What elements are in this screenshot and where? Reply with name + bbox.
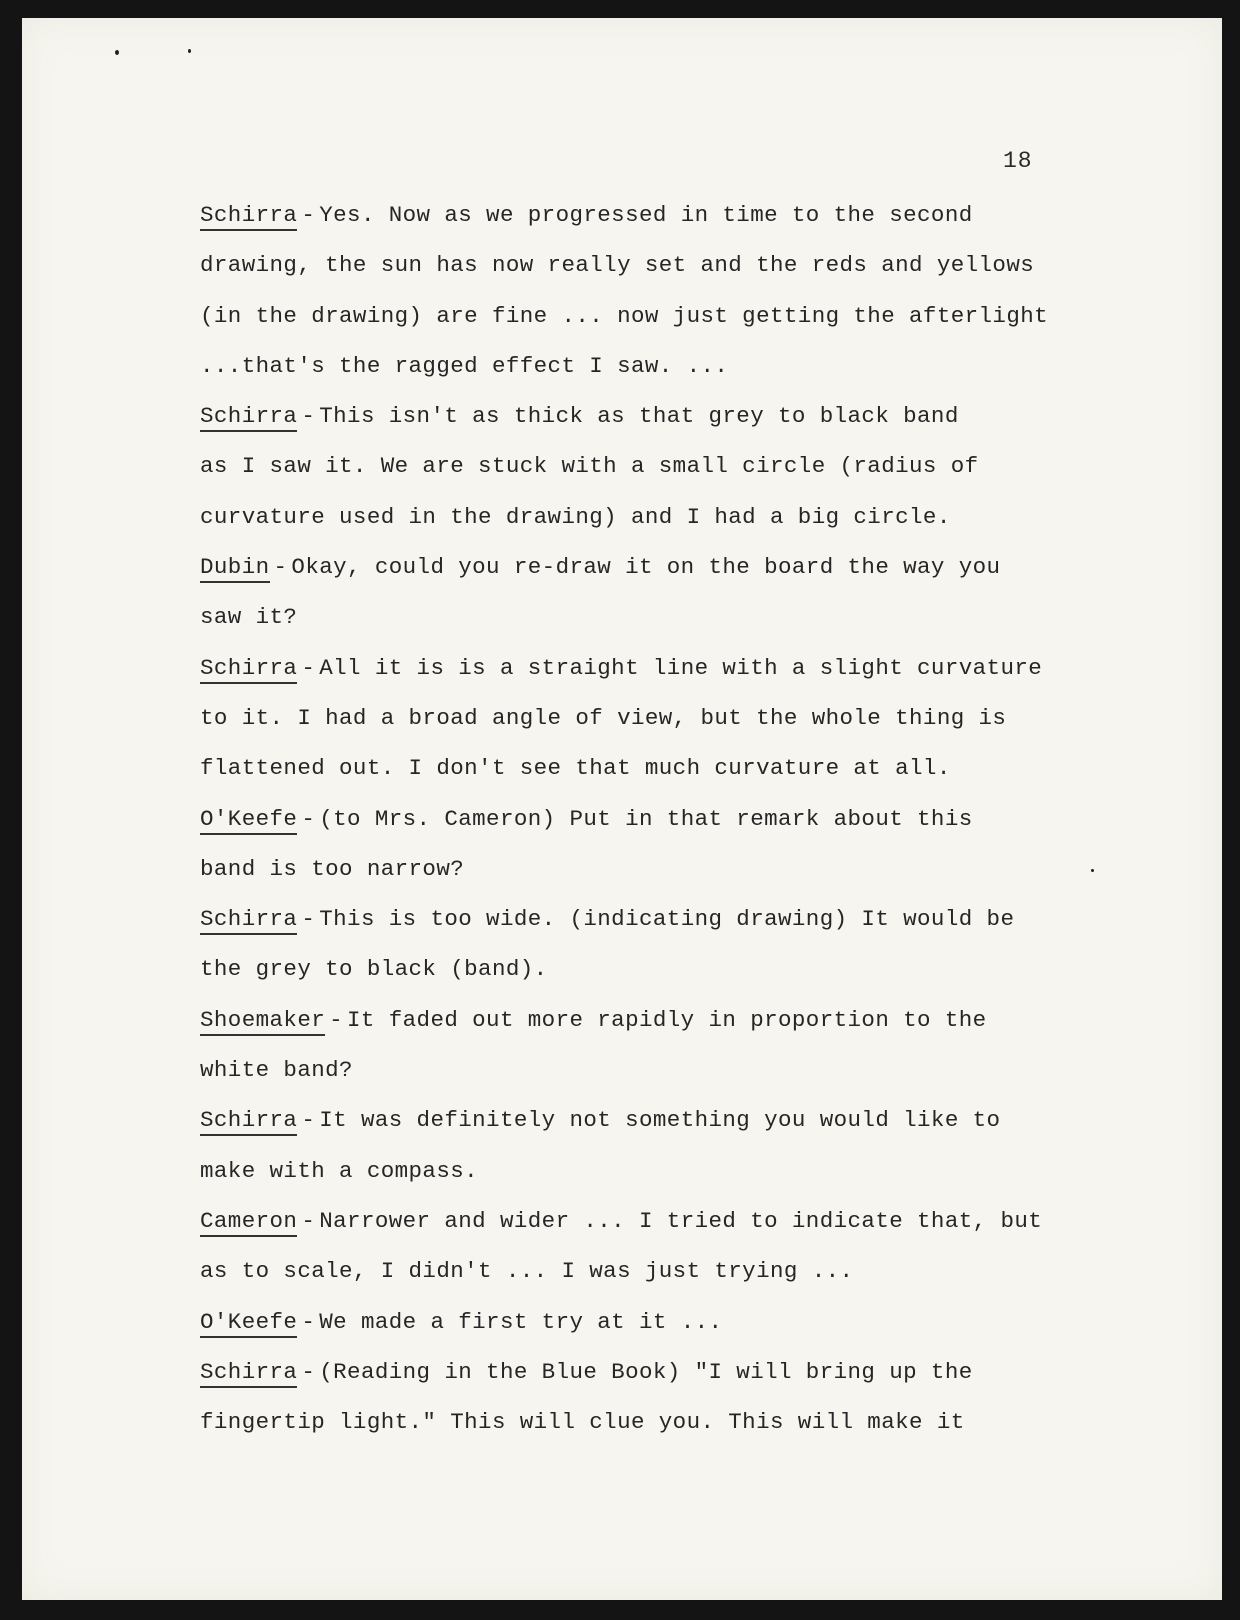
transcript-entry [200,1095,1150,1196]
transcript-entry [200,794,1150,895]
entry-text: All it is is a straight line with a slight curvature to it. I had a broad angle of view, but the whole thing is flattened out. I don't see that much curvature at all. [200,654,1043,782]
speaker-name: Shoemaker [200,1007,325,1036]
transcript-body [200,190,1150,1447]
speaker-name: Schirra [200,1359,297,1388]
speaker-name: O'Keefe [200,1309,297,1338]
speaker-name: Schirra [200,202,297,231]
document-page [22,18,1222,1600]
speaker-name: Schirra [200,1107,297,1136]
speaker-name: Schirra [200,655,297,684]
entry-text: This isn't as thick as that grey to black band as I saw it. We are stuck with a small circle (radius of curvature used in the drawing) and I had a big circle. [200,403,979,530]
entry-text: (to Mrs. Cameron) Put in that remark about this band is too narrow? [200,805,973,882]
entry-text: It was definitely not something you would like to make with a compass. [200,1107,1001,1184]
entry-text: (Reading in the Blue Book) "I will bring up the fingertip light." This will clue you. This will make it [200,1358,973,1436]
speaker-separator: - [301,1107,316,1134]
entry-text: Okay, could you re-draw it on the board the way you saw it? [200,554,1001,631]
speaker-separator: - [301,403,316,430]
entry-text: It faded out more rapidly in proportion to the white band? [200,1006,987,1084]
entry-text: We made a first try at it ... [319,1308,723,1335]
entry-text: Narrower and wider ... I tried to indicate that, but as to scale, I didn't ... I was just trying ... [200,1207,1043,1285]
speaker-separator: - [301,202,316,228]
transcript-entry [200,643,1150,794]
speaker-separator: - [301,1308,316,1335]
transcript-entry [200,391,1150,542]
speaker-name: Schirra [200,403,297,432]
speaker-name: Dubin [200,554,270,583]
transcript-entry [200,190,1150,391]
speaker-name: Schirra [200,906,297,935]
speaker-separator: - [301,906,316,933]
speck-mark [115,50,119,55]
transcript-entry [200,1297,1150,1347]
speaker-separator: - [301,1207,316,1234]
speaker-separator: - [329,1006,344,1033]
transcript-entry [200,1196,1150,1297]
speaker-separator: - [301,654,316,681]
speaker-separator: - [301,805,316,832]
page-number: 18 [1003,148,1033,174]
entry-text: This is too wide. (indicating drawing) It would be the grey to black (band). [200,906,1015,983]
speaker-name: Cameron [200,1208,297,1237]
speaker-name: O'Keefe [200,806,297,835]
transcript-entry [200,542,1150,643]
speaker-separator: - [301,1358,316,1385]
transcript-entry [200,995,1150,1096]
transcript-entry [200,1347,1150,1448]
entry-text: Yes. Now as we progressed in time to the second drawing, the sun has now really set and the reds and yellows (in the drawing) are fine ... now just getting the afterlight ...that's the ragged effect I saw. ... [200,202,1049,379]
speaker-separator: - [273,554,288,581]
transcript-entry [200,894,1150,995]
speck-mark [188,49,191,53]
